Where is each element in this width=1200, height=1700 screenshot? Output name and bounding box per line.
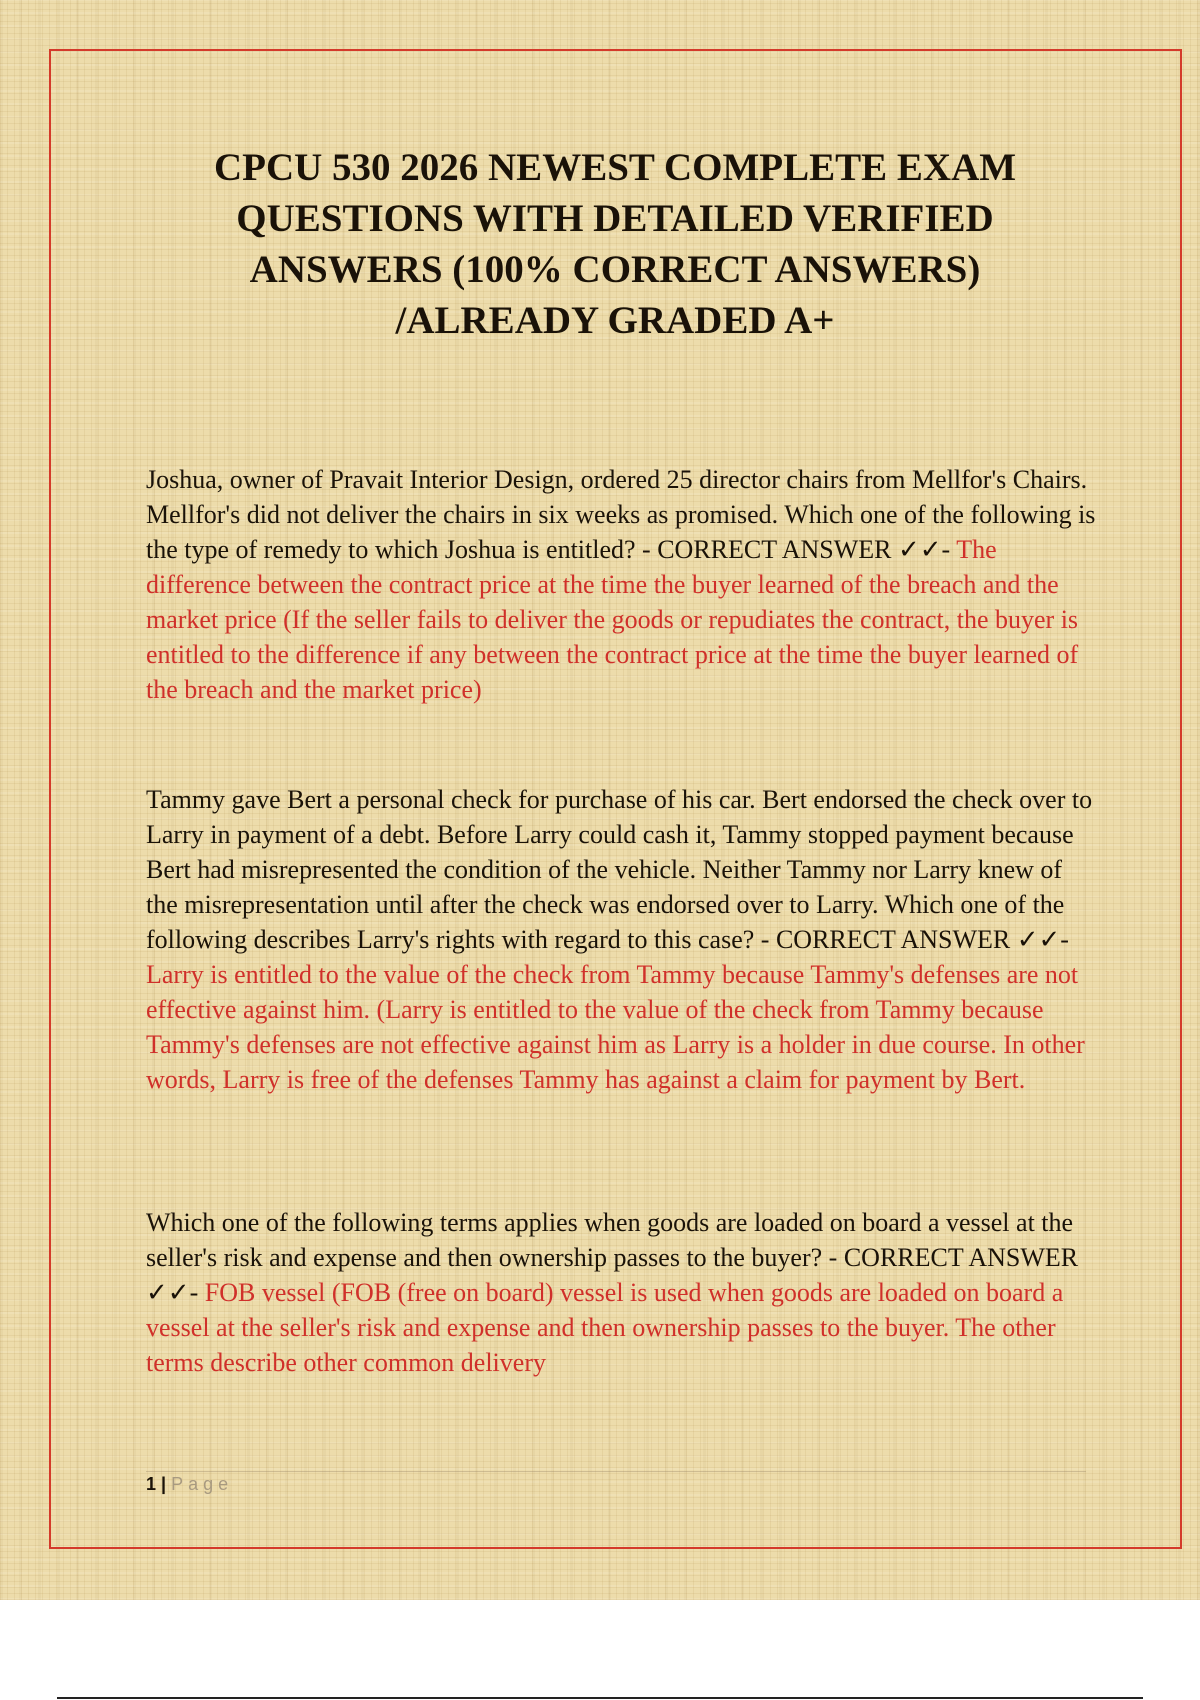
title-line: CPCU 530 2026 NEWEST COMPLETE EXAM — [213, 146, 1017, 189]
question-text: Joshua, owner of Pravait Interior Design, ordered 25 director chairs from Mellfor's Chairs. Mellfor's did not deliver the chairs in six weeks as promised. Which one of the following is the type of remedy to which Joshua is entitled? - CORRECT ANSWER — [146, 465, 1096, 564]
title-line: ANSWERS (100% CORRECT ANSWERS) — [249, 248, 981, 291]
question-block — [146, 462, 1096, 707]
question-block — [146, 1205, 1096, 1380]
question-text: Tammy gave Bert a personal check for purchase of his car. Bert endorsed the check over to Larry in payment of a debt. Before Larry could cash it, Tammy stopped payment because Bert had misrepresented the condition of the vehicle. Neither Tammy nor Larry knew of the misrepresentation until after the check was endorsed over to Larry. Which one of the following describes Larry's rights with regard to this case? - CORRECT ANSWER — [146, 785, 1093, 954]
answer-text: Larry is entitled to the value of the check from Tammy because Tammy's defenses are not effective against him. (Larry is entitled to the value of the check from Tammy because Tammy's defenses are not effective against him as Larry is a holder in due course. In other words, Larry is free of the defenses Tammy has against a claim for payment by Bert. — [146, 960, 1085, 1094]
double-check-icon: ✓✓- — [897, 535, 951, 564]
footer-separator: | — [161, 1474, 168, 1494]
question-text: Which one of the following terms applies when goods are loaded on board a vessel at the seller's risk and expense and then ownership passes to the buyer? - CORRECT ANSWER — [146, 1208, 1079, 1272]
double-check-icon: ✓✓- — [1016, 925, 1069, 954]
bottom-divider — [57, 1697, 1143, 1699]
page-footer — [146, 1474, 233, 1495]
page-label: Page — [171, 1474, 234, 1494]
document-title — [140, 142, 1090, 346]
answer-text: FOB vessel (FOB (free on board) vessel is used when goods are loaded on board a vessel at the seller's risk and expense and then ownership passes to the buyer. The other terms describe other common delivery — [146, 1278, 1064, 1377]
double-check-icon: ✓✓- — [146, 1278, 199, 1307]
title-line: /ALREADY GRADED A+ — [395, 299, 835, 342]
question-block — [146, 782, 1096, 1097]
answer-text: The difference between the contract price at the time the buyer learned of the breach and the market price (If the seller fails to deliver the goods or repudiates the contract, the buyer is entitled to the difference if any between the contract price at the time the buyer learned of the breach and the market price) — [146, 535, 1079, 704]
footer-divider — [146, 1471, 1086, 1472]
title-line: QUESTIONS WITH DETAILED VERIFIED — [236, 197, 994, 240]
page-number: 1 — [146, 1474, 158, 1494]
